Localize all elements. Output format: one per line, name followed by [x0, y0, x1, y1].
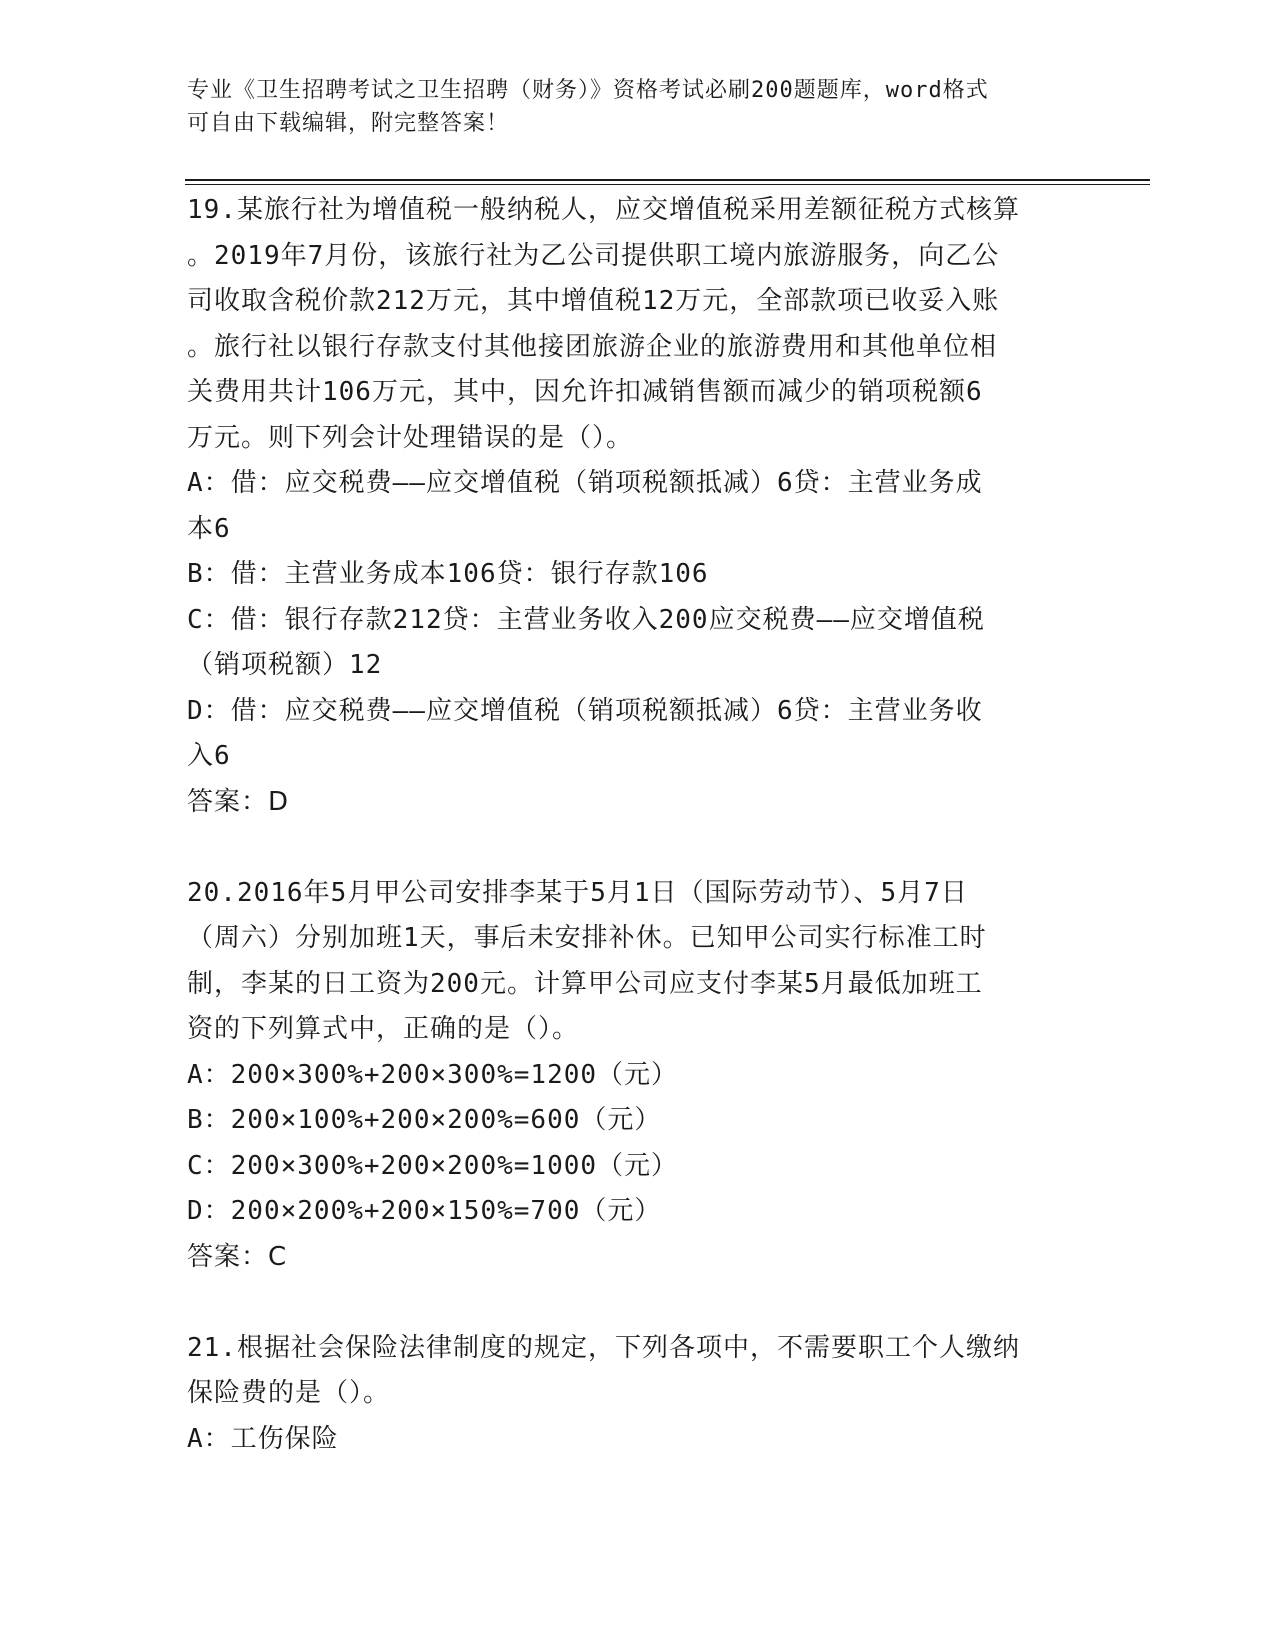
option-line: D：借：应交税费——应交增值税（销项税额抵减）6贷：主营业务收 [187, 695, 983, 726]
question-spacer [187, 1280, 1087, 1326]
question-stem-line: （周六）分别加班1天，事后未安排补休。已知甲公司实行标准工时 [187, 923, 987, 953]
header-rule-thick [185, 179, 1150, 181]
page-header [187, 74, 1067, 140]
question-list [187, 188, 1087, 1462]
question-stem-line: 21.根据社会保险法律制度的规定，下列各项中，不需要职工个人缴纳 [187, 1332, 1020, 1363]
option-line: C：200×300%+200×200%=1000（元） [187, 1150, 679, 1181]
question-stem-line: 司收取含税价款212万元，其中增值税12万元，全部款项已收妥入账 [187, 286, 1000, 316]
question-spacer [187, 825, 1087, 871]
option-line: C：借：银行存款212贷：主营业务收入200应交税费——应交增值税 [187, 604, 985, 635]
question-21 [187, 1326, 1087, 1463]
question-stem-line: 。2019年7月份，该旅行社为乙公司提供职工境内旅游服务，向乙公 [187, 240, 1000, 271]
option-line: 本6 [187, 513, 231, 544]
option-line: B：200×100%+200×200%=600（元） [187, 1105, 662, 1135]
header-rule-thin [185, 184, 1150, 185]
question-stem-line: 资的下列算式中，正确的是（）。 [187, 1014, 580, 1044]
option-line: A：工伤保险 [187, 1423, 339, 1454]
answer-label: 答案：D [187, 786, 290, 817]
option-line: 入6 [187, 741, 231, 771]
header-line-1: 专业《卫生招聘考试之卫生招聘（财务）》资格考试必刷200题题库，word格式 [187, 78, 989, 103]
option-line: B：借：主营业务成本106贷：银行存款106 [187, 559, 709, 589]
question-19 [187, 188, 1087, 825]
answer-label: 答案：C [187, 1241, 288, 1272]
question-stem-line: 万元。则下列会计处理错误的是（）。 [187, 422, 634, 453]
question-stem-line: 20.2016年5月甲公司安排李某于5月1日（国际劳动节）、5月7日 [187, 877, 968, 908]
question-stem-line: 19.某旅行社为增值税一般纳税人，应交增值税采用差额征税方式核算 [187, 195, 1020, 225]
question-20 [187, 871, 1087, 1281]
option-line: A：借：应交税费——应交增值税（销项税额抵减）6贷：主营业务成 [187, 468, 983, 498]
header-line-2: 可自由下载编辑，附完整答案！ [187, 111, 510, 136]
question-stem-line: 制，李某的日工资为200元。计算甲公司应支付李某5月最低加班工 [187, 968, 983, 999]
option-line: D：200×200%+200×150%=700（元） [187, 1196, 662, 1226]
option-line: （销项税额）12 [187, 650, 383, 680]
question-stem-line: 关费用共计106万元，其中，因允许扣减销售额而减少的销项税额6 [187, 377, 983, 407]
option-line: A：200×300%+200×300%=1200（元） [187, 1059, 679, 1090]
question-stem-line: 。旅行社以银行存款支付其他接团旅游企业的旅游费用和其他单位相 [187, 331, 998, 362]
question-stem-line: 保险费的是（）。 [187, 1378, 391, 1408]
